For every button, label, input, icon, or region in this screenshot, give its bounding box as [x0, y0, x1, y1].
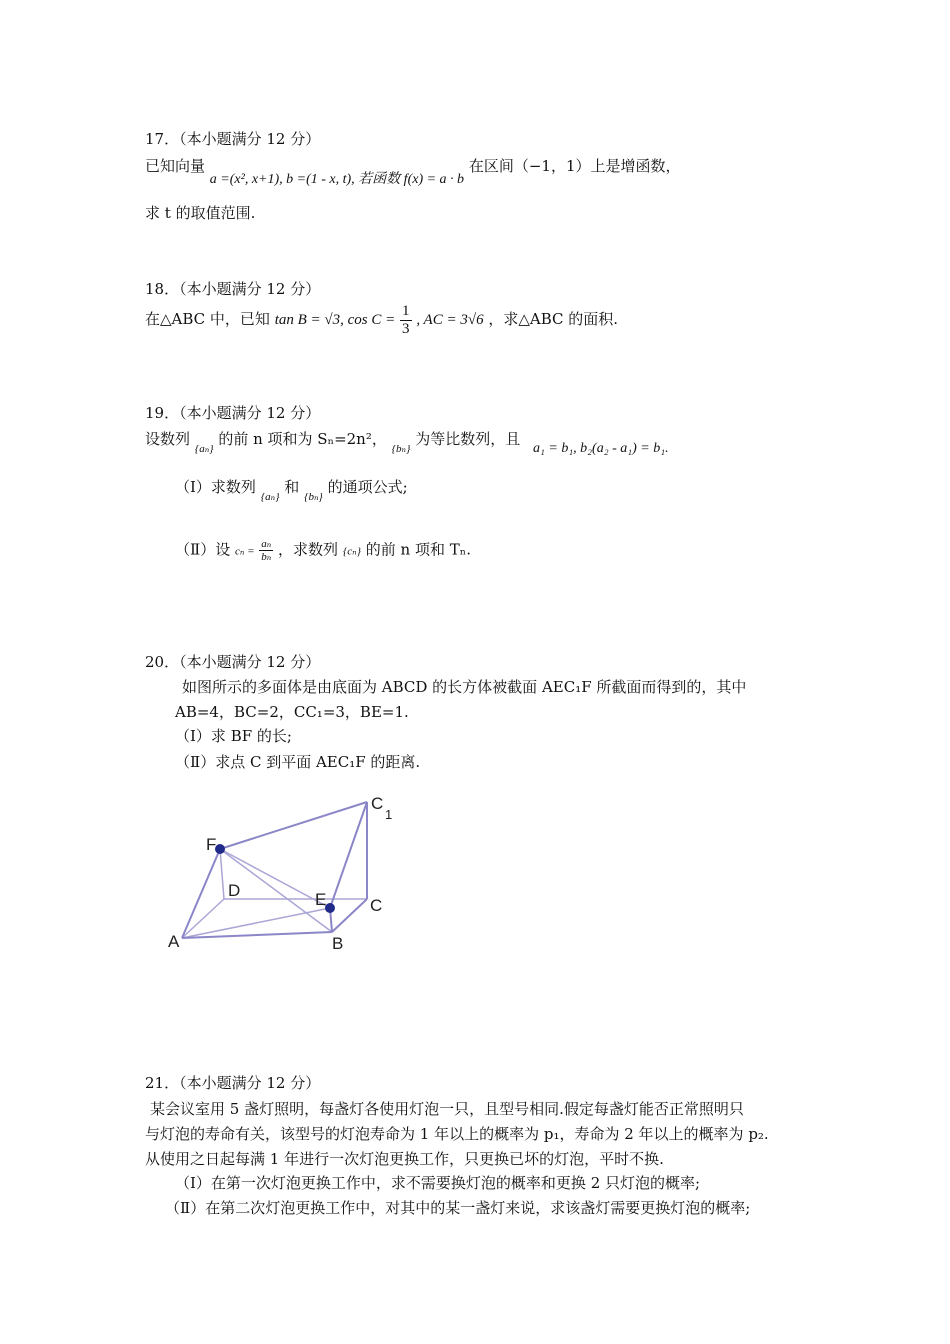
- q19-line1-a: 设数列: [145, 430, 191, 448]
- q20-line1: 如图所示的多面体是由底面为 ABCD 的长方体被截面 AEC₁F 所截面而得到的，其中: [182, 678, 747, 696]
- q17-line2: 求 t 的取值范围.: [145, 204, 256, 222]
- q18-prefix: 在△ABC 中，已知: [145, 310, 270, 328]
- q18-formula-2: , AC = 3√6: [416, 312, 484, 328]
- q17-suffix: 在区间（−1，1）上是增函数，: [468, 157, 681, 175]
- q19-part1-b: 和: [284, 478, 300, 496]
- q18-line1: [145, 303, 618, 337]
- label-F: F: [206, 835, 217, 854]
- q20-part1: （Ⅰ）求 BF 的长;: [175, 727, 292, 745]
- q19-part1-an: {aₙ}: [260, 491, 280, 503]
- q19-part1-c: 的通项公式;: [327, 478, 408, 496]
- edge-E-C1: [330, 802, 367, 908]
- q17-prefix: 已知向量: [145, 157, 206, 175]
- q19-cn-num: aₙ: [261, 538, 272, 550]
- q20-line2: AB=4，BC=2，CC₁=3，BE=1.: [175, 703, 409, 721]
- q19-part2-b: ，求数列: [278, 540, 339, 559]
- q21-line3: 从使用之日起每满 1 年进行一次灯泡更换工作，只更换已坏的灯泡，平时不换.: [145, 1150, 664, 1168]
- q19-part1-a: （Ⅰ）求数列: [175, 478, 256, 496]
- q19-line1-c: 为等比数列，且: [415, 430, 521, 448]
- edge-A-F: [182, 849, 220, 938]
- q19-part2-c: 的前 n 项和 Tₙ.: [365, 540, 471, 559]
- q19-cn: cₙ =: [234, 545, 255, 558]
- q19-line1: [145, 428, 669, 456]
- q21-line1: 某会议室用 5 盏灯照明，每盏灯各使用灯泡一只，且型号相同.假定每盏灯能否正常照明只: [150, 1100, 744, 1118]
- q20-figure: [160, 795, 420, 964]
- edge-B-C: [332, 899, 367, 932]
- q18-frac-den: 3: [402, 320, 410, 337]
- q19-part2-a: （Ⅱ）设: [175, 540, 231, 559]
- q19-cn-den: bₙ: [261, 551, 272, 564]
- q18-suffix: ，求△ABC 的面积.: [488, 310, 619, 328]
- edge-A-D: [182, 899, 224, 938]
- label-E: E: [315, 890, 327, 909]
- label-A: A: [168, 932, 180, 951]
- q18-title: 18．（本小题满分 12 分）: [145, 280, 321, 298]
- q19-cn-set: {cₙ}: [342, 545, 361, 558]
- q19-part2: [175, 538, 471, 563]
- q21-part1: （Ⅰ）在第一次灯泡更换工作中，求不需要换灯泡的概率和更换 2 只灯泡的概率;: [175, 1174, 701, 1192]
- q19-title: 19．（本小题满分 12 分）: [145, 404, 321, 422]
- label-C: C: [370, 896, 383, 915]
- q19-line1-b: 的前 n 项和为 Sₙ=2n²，: [218, 430, 387, 448]
- q21-line2: 与灯泡的寿命有关，该型号的灯泡寿命为 1 年以上的概率为 p₁，寿命为 2 年以上的概率为 p₂.: [145, 1125, 769, 1143]
- q17-line1: [145, 155, 681, 187]
- label-B: B: [332, 934, 344, 953]
- q19-bn: {bₙ}: [391, 443, 411, 455]
- edge-F-D: [220, 849, 224, 899]
- label-D: D: [228, 881, 241, 900]
- label-C1: C: [371, 795, 384, 813]
- q21-title: 21．（本小题满分 12 分）: [145, 1074, 321, 1092]
- q19-condition: a₁ = b₁, b₂(a₂ - a₁) = b₁.: [533, 441, 669, 456]
- q21-part2: （Ⅱ）在第二次灯泡更换工作中，对其中的某一盏灯来说，求该盏灯需要更换灯泡的概率;: [165, 1199, 751, 1217]
- point-F: [215, 844, 225, 854]
- q19-an: {aₙ}: [194, 443, 214, 455]
- q19-part1: [175, 476, 408, 503]
- q18-frac-num: 1: [402, 303, 410, 319]
- q17-formula: a =(x², x+1), b =(1 - x, t), 若函数 f(x) = a · b: [209, 172, 465, 187]
- q18-formula-1: tan B = √3, cos C =: [274, 312, 396, 328]
- q20-title: 20．（本小题满分 12 分）: [145, 653, 321, 671]
- q19-part1-bn: {bₙ}: [304, 491, 323, 503]
- q19-cn-fraction: [259, 538, 273, 563]
- polyhedron-figure: [160, 795, 420, 960]
- label-C1-sub: 1: [385, 807, 393, 822]
- q17-title: 17．（本小题满分 12 分）: [145, 130, 321, 148]
- q20-part2: （Ⅱ）求点 C 到平面 AEC₁F 的距离.: [175, 753, 421, 771]
- point-E: [325, 903, 335, 913]
- q18-fraction: [400, 303, 412, 337]
- edge-F-C1: [220, 802, 367, 849]
